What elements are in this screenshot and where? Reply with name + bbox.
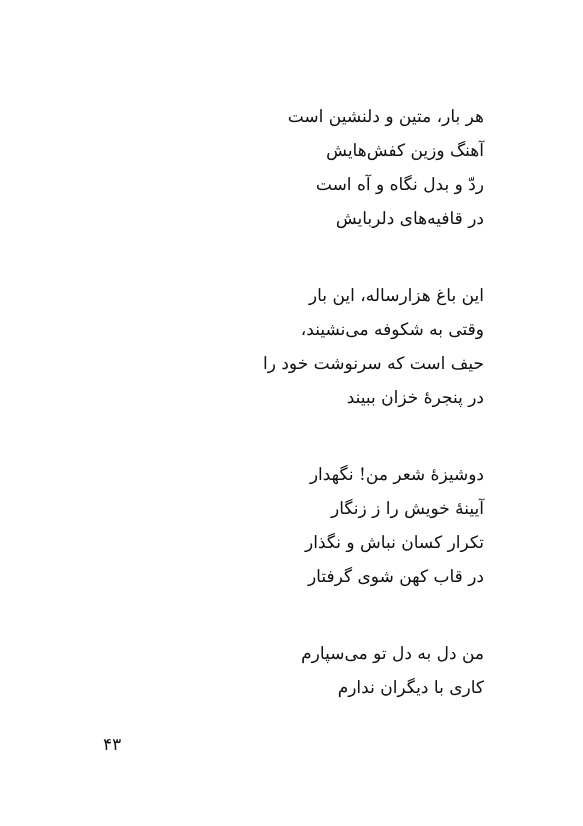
- poem-line: من دل به دل تو می‌سپارم: [301, 644, 484, 664]
- poem-line: کاری با دیگران ندارم: [337, 678, 484, 698]
- poem-line: آهنگ وزین کفش‌هایش: [326, 141, 484, 161]
- poem-line: در قافیه‌های دلربایش: [335, 209, 484, 229]
- poem-line: حیف است که سرنوشت خود را: [263, 354, 484, 374]
- poem-line: در قاب کهن شوی گرفتار: [307, 567, 484, 587]
- poem-line: دوشیزهٔ شعر من! نگهدار: [309, 465, 484, 485]
- stanza-2: [124, 279, 484, 415]
- poem-line: تکرار کسان نباش و نگذار: [305, 533, 484, 553]
- poem-line: ردّ و بدل نگاه و آه است: [315, 175, 484, 195]
- stanza-1: [124, 100, 484, 236]
- page-number: ۴۳: [103, 735, 122, 755]
- stanza-4: [124, 637, 484, 705]
- poem-line: آیینهٔ خویش را ز زنگار: [331, 499, 484, 519]
- poem-line: هر بار، متین و دلنشین است: [287, 107, 484, 127]
- poem-line: این باغ هزارساله، این بار: [308, 286, 484, 306]
- poem-line: در پنجرهٔ خزان ببیند: [346, 388, 484, 408]
- poem-line: وقتی به شکوفه می‌نشیند،: [300, 320, 484, 340]
- stanza-3: [124, 458, 484, 594]
- poem: [124, 100, 484, 748]
